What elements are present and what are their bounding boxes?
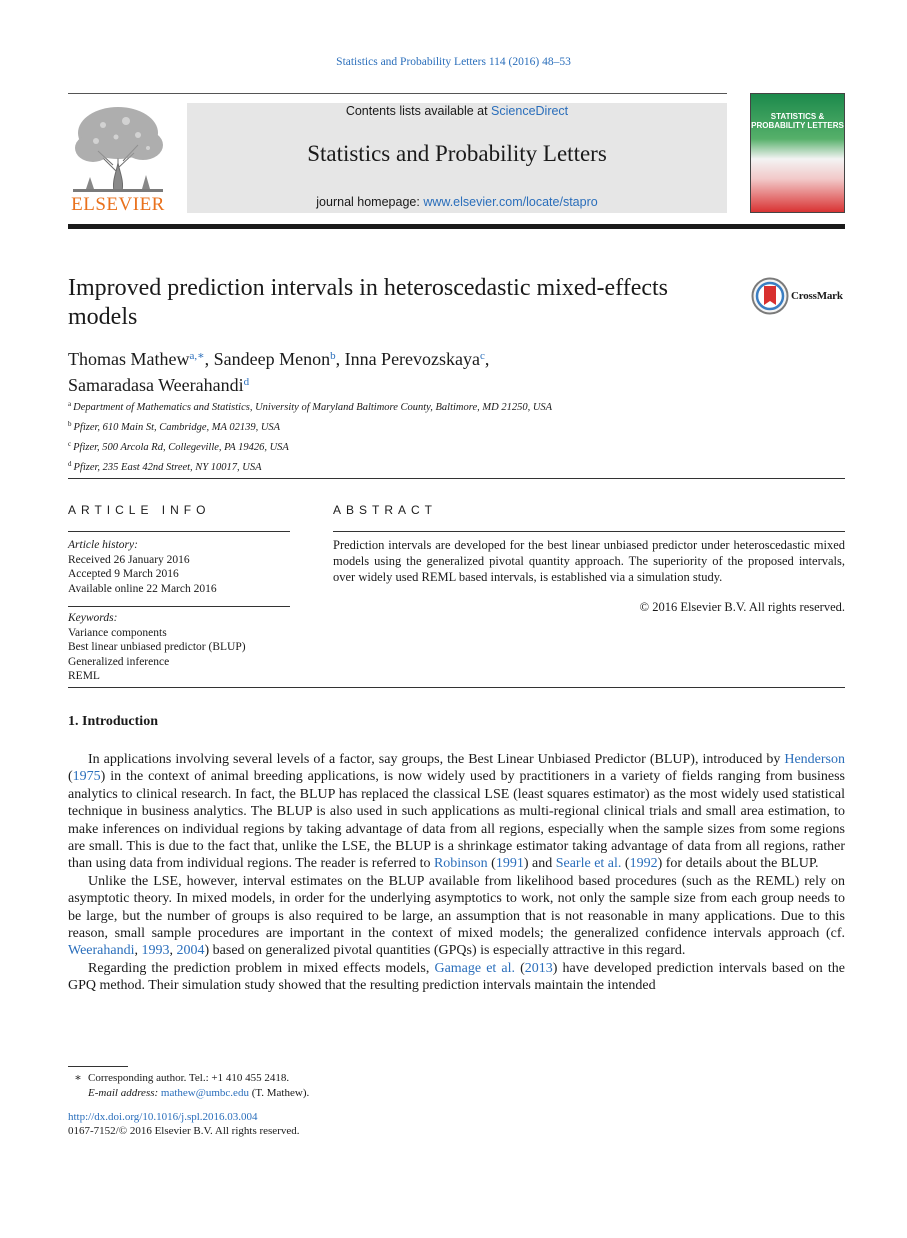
reference-link[interactable]: Gamage et al. bbox=[434, 960, 515, 976]
keywords-rule bbox=[68, 606, 290, 607]
crossmark-icon[interactable] bbox=[751, 277, 789, 315]
keyword: Best linear unbiased predictor (BLUP) bbox=[68, 641, 246, 653]
paragraph bbox=[68, 873, 845, 960]
affiliation bbox=[68, 416, 768, 436]
author-separator: , bbox=[335, 349, 345, 369]
sciencedirect-link[interactable]: ScienceDirect bbox=[491, 104, 569, 118]
reference-link[interactable]: 1993 bbox=[141, 943, 170, 959]
author-separator: , bbox=[484, 349, 490, 369]
affiliation-label: b bbox=[68, 420, 72, 428]
author-name: Thomas Mathew bbox=[68, 349, 190, 369]
crossmark-label[interactable]: CrossMark bbox=[791, 290, 843, 302]
affiliation-label: a bbox=[68, 400, 72, 408]
author-affil-link[interactable]: a,∗ bbox=[189, 350, 205, 362]
corresponding-text: Corresponding author. Tel.: +1 410 455 2418. bbox=[88, 1072, 290, 1084]
affiliation-label: c bbox=[68, 440, 72, 448]
affiliation-text: Pfizer, 235 East 42nd Street, NY 10017, USA bbox=[73, 462, 262, 473]
section-heading: 1. Introduction bbox=[68, 714, 158, 729]
keyword: Generalized inference bbox=[68, 655, 170, 668]
text-run: , bbox=[169, 943, 177, 959]
journal-cover[interactable] bbox=[750, 93, 845, 213]
text-run: Unlike the LSE, however, interval estimates on the BLUP available from likelihood based procedures (such as the REML) rely on asymptotic theory. In mixed models, in order for the underlying asymptotics to work, not only the sample size from each group needs to be large, but the number of groups is also required to be large, an assumption that is not reasonable in many applications. Due to this reason, small sample procedures are important in the context of mixed models; the generalized confidence intervals approach (cf. bbox=[68, 873, 845, 942]
text-run: ) and bbox=[523, 856, 556, 872]
author-affil-link[interactable]: c bbox=[480, 350, 485, 362]
reference-link[interactable]: Weerahandi bbox=[68, 943, 135, 959]
journal-title: Statistics and Probability Letters bbox=[307, 141, 607, 166]
section-body bbox=[68, 751, 845, 995]
contents-line bbox=[187, 104, 727, 118]
abstract-text: Prediction intervals are developed for the best linear unbiased predictor under heteroscedastic mixed models using the generalized pivotal quantity approach. The superiority of the proposed intervals, over widely used REML based intervals, is established via a simulation study. bbox=[333, 538, 845, 584]
text-run: ( bbox=[68, 769, 73, 785]
reference-link[interactable]: Searle et al. bbox=[555, 856, 622, 872]
reference-link[interactable]: 1975 bbox=[72, 769, 101, 785]
history-label: Article history: bbox=[68, 539, 138, 551]
contents-prefix: Contents lists available at bbox=[345, 104, 492, 118]
abstract-heading: ABSTRACT bbox=[333, 503, 438, 517]
text-run: In applications involving several levels of a factor, say groups, the Best Linear Unbiased Predictor (BLUP), introduced by bbox=[88, 752, 785, 767]
article-info-heading: ARTICLE INFO bbox=[68, 503, 211, 517]
reference-link[interactable]: Henderson bbox=[784, 752, 845, 767]
abstract-copyright: © 2016 Elsevier B.V. All rights reserved. bbox=[639, 600, 845, 614]
header-top-rule bbox=[68, 93, 727, 94]
text-run: ) for details about the BLUP. bbox=[657, 856, 819, 872]
header-thick-rule bbox=[68, 224, 845, 229]
article-info-rule bbox=[68, 531, 290, 532]
text-run: ( bbox=[621, 856, 630, 872]
author-list bbox=[68, 345, 628, 397]
text-run: ) based on generalized pivotal quantities (GPQs) is especially attractive in this regard. bbox=[204, 943, 686, 959]
author-affil-link[interactable]: d bbox=[243, 376, 250, 388]
info-top-rule bbox=[68, 478, 845, 479]
keywords-label: Keywords: bbox=[68, 612, 118, 624]
reference-link[interactable]: Robinson bbox=[433, 856, 488, 872]
text-run: , bbox=[134, 943, 142, 959]
history-item: Available online 22 March 2016 bbox=[68, 582, 217, 595]
affiliation bbox=[68, 456, 768, 476]
author bbox=[68, 375, 249, 395]
cover-title: STATISTICS & PROBABILITY LETTERS bbox=[751, 112, 844, 130]
keyword: Variance components bbox=[68, 626, 167, 639]
author-name: Inna Perevozskaya bbox=[344, 349, 481, 369]
text-run: Regarding the prediction problem in mixed effects models, bbox=[88, 960, 435, 976]
doi-link[interactable]: http://dx.doi.org/10.1016/j.spl.2016.03.004 bbox=[68, 1111, 258, 1123]
email-link[interactable]: mathew@umbc.edu bbox=[160, 1087, 249, 1099]
issn-copyright: 0167-7152/© 2016 Elsevier B.V. All rights reserved. bbox=[68, 1125, 300, 1137]
affiliation bbox=[68, 436, 768, 456]
reference-link[interactable]: 1991 bbox=[495, 856, 524, 872]
author bbox=[68, 349, 214, 369]
journal-citation[interactable]: Statistics and Probability Letters 114 (2016) 48–53 bbox=[336, 56, 571, 68]
reference-link[interactable]: 1992 bbox=[629, 856, 658, 872]
corresponding-author-note bbox=[68, 1071, 568, 1086]
affiliation-text: Pfizer, 610 Main St, Cambridge, MA 02139, USA bbox=[73, 422, 281, 433]
keywords bbox=[68, 611, 290, 684]
homepage-line bbox=[187, 195, 727, 209]
text-run: ) have developed prediction intervals based on the GPQ method. Their simulation study showed that the resulting prediction intervals maintain the intended bbox=[68, 960, 845, 994]
footnotes bbox=[68, 1071, 568, 1101]
email-suffix: (T. Mathew). bbox=[248, 1087, 310, 1099]
info-bottom-rule bbox=[68, 687, 845, 688]
author bbox=[214, 349, 345, 369]
keyword: REML bbox=[68, 670, 100, 682]
affiliation-text: Pfizer, 500 Arcola Rd, Collegeville, PA 19426, USA bbox=[73, 442, 289, 453]
paragraph bbox=[68, 751, 845, 873]
history-item: Received 26 January 2016 bbox=[68, 553, 190, 566]
email-label: E-mail address: bbox=[88, 1087, 159, 1099]
reference-link[interactable]: 2004 bbox=[176, 943, 205, 959]
article-history bbox=[68, 538, 290, 596]
paragraph bbox=[68, 960, 845, 995]
article-title: Improved prediction intervals in heteroscedastic mixed-effects models bbox=[68, 275, 668, 330]
text-run: ( bbox=[515, 960, 525, 976]
author bbox=[345, 349, 490, 369]
homepage-prefix: journal homepage: bbox=[316, 195, 424, 209]
affiliations bbox=[68, 396, 768, 476]
history-item: Accepted 9 March 2016 bbox=[68, 568, 179, 580]
author-name: Sandeep Menon bbox=[213, 349, 331, 369]
affiliation bbox=[68, 396, 768, 416]
text-run: ) in the context of animal breeding applications, is now widely used by practitioners in a variety of fields ranging from business analytics to clinical research. In fact, the BLUP has replaced the classical LSE (least squares estimator) as the most widely used statistical technique in business analytics. The BLUP is also used in such applications as multi-regional clinical trials and small area estimation, to make inferences on individual regions by taking advantage of data from all regions, especially when the sample sizes from some regions are small. This is due to the fact that, unlike the LSE, the BLUP is a shrinkage estimator taking advantage of data from all regions, rather than using data from individual regions. The reader is referred to bbox=[68, 769, 845, 872]
reference-link[interactable]: 2013 bbox=[524, 960, 553, 976]
author-affil-link[interactable]: b bbox=[330, 350, 336, 362]
footnote-rule bbox=[68, 1066, 128, 1067]
author-separator: , bbox=[204, 349, 214, 369]
homepage-link[interactable]: www.elsevier.com/locate/stapro bbox=[423, 195, 598, 209]
affiliation-label: d bbox=[68, 460, 72, 468]
footnote-star: ∗ bbox=[74, 1072, 82, 1084]
affiliation-text: Department of Mathematics and Statistics, University of Maryland Baltimore County, Baltimore, MD 21250, USA bbox=[73, 402, 553, 413]
author-name: Samaradasa Weerahandi bbox=[68, 375, 244, 395]
elsevier-wordmark: ELSEVIER bbox=[71, 194, 165, 215]
text-run: ( bbox=[487, 856, 496, 872]
email-note bbox=[68, 1086, 568, 1101]
abstract-rule bbox=[333, 531, 845, 532]
